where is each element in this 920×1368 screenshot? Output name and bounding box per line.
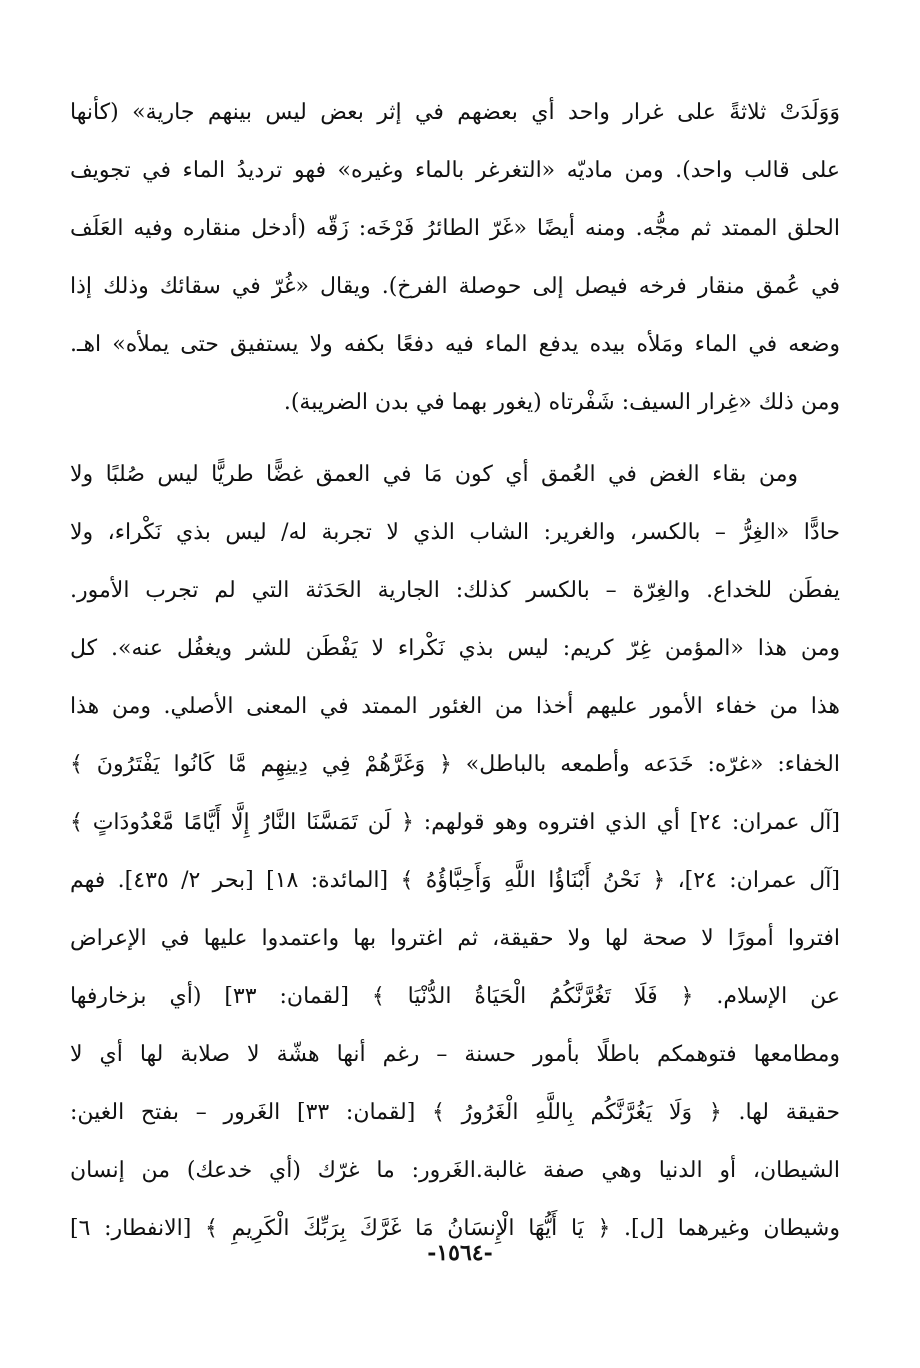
text-line: [آل عمران: ٢٤] أي الذي افتروه وهو قولهم: ﴿ لَن تَمَسَّنَا النَّارُ إِلَّا أَيَّامًا مَّعْدُودَاتٍ ﴾	[70, 810, 840, 835]
text-line: ومن هذا «المؤمن غِرّ كريم: ليس بذي نَكْراء لا يَفْطَن للشر ويغفُل عنه». كل	[70, 636, 840, 661]
text-line: الحلق الممتد ثم مجُّه. ومنه أيضًا «غَرّ الطائرُ فَرْخَه: زَقّه (أدخل منقاره وفيه العَلَف	[70, 216, 840, 241]
text-line: [آل عمران: ٢٤]، ﴿ نَحْنُ أَبْنَاؤُا اللَّهِ وَأَحِبَّاؤُهُ ﴾ [المائدة: ١٨] [بحر ٢/ ٤٣٥]. فهم	[70, 868, 840, 893]
text-line: يفطَن للخداع. والغِرّة – بالكسر كذلك: الجارية الحَدَثة التي لم تجرب الأمور.	[70, 578, 840, 603]
text-line: الشيطان، أو الدنيا وهي صفة غالبة.الغَرور: ما غرّك (أي خدعك) من إنسان	[70, 1158, 840, 1183]
text-line: وَوَلَدَتْ ثلاثةً على غرار واحد أي بعضهم في إثر بعض ليس بينهم جارية» (كأنها	[70, 100, 840, 125]
text-line: وشيطان وغيرهما [ل]. ﴿ يَا أَيُّهَا الْإِنسَانُ مَا غَرَّكَ بِرَبِّكَ الْكَرِيمِ ﴾ [الانفطار: ٦]	[70, 1216, 840, 1241]
text-line: ومن ذلك «غِرار السيف: شَفْرتاه (يغور بهما في بدن الضريبة).	[283, 390, 840, 415]
text-line: حقيقة لها. ﴿ وَلَا يَغُرَّنَّكُم بِاللَّهِ الْغَرُورُ ﴾ [لقمان: ٣٣] الغَرور – بفتح الغين:	[70, 1100, 840, 1125]
text-line: وضعه في الماء ومَلأه بيده يدفع الماء فيه دفعًا بكفه ولا يستفيق حتى يملأه» اهـ.	[70, 332, 840, 357]
text-line: حادًّا «الغِرُّ – بالكسر، والغرير: الشاب الذي لا تجربة له/ ليس بذي نَكْراء، ولا	[70, 520, 840, 545]
paragraph-1	[70, 84, 840, 432]
text-line: افتروا أمورًا لا صحة لها ولا حقيقة، ثم اغتروا بها واعتمدوا عليها في الإعراض	[70, 926, 840, 951]
text-line: الخفاء: «غرّه: خَدَعه وأطمعه بالباطل» ﴿ وَغَرَّهُمْ فِي دِينِهِم مَّا كَانُوا يَفْتَرُونَ ﴾	[70, 752, 840, 777]
text-line: في عُمق منقار فرخه فيصل إلى حوصلة الفرخ). ويقال «غُرّ في سقائك وذلك إذا	[70, 274, 840, 299]
text-line: هذا من خفاء الأمور عليهم أخذا من الغئور الممتد في المعنى الأصلي. ومن هذا	[70, 694, 840, 719]
text-line: عن الإسلام. ﴿ فَلَا تَغُرَّنَّكُمُ الْحَيَاةُ الدُّنْيَا ﴾ [لقمان: ٣٣] (أي بزخارفها	[70, 984, 840, 1009]
text-line: ومطامعها فتوهمكم باطلًا بأمور حسنة – رغم أنها هشّة لا صلابة لها أي لا	[70, 1042, 840, 1067]
text-line: ومن بقاء الغض في العُمق أي كون مَا في العمق غضًّا طريًّا ليس صُلبًا ولا	[70, 462, 798, 487]
page-number: -١٥٦٤-	[427, 1240, 493, 1266]
paragraph-2	[70, 446, 840, 1258]
paragraph-gap	[70, 432, 840, 446]
page-body	[70, 84, 840, 1258]
text-line: على قالب واحد). ومن ماديّه «التغرغر بالماء وغيره» فهو ترديدُ الماء في تجويف	[70, 158, 840, 183]
